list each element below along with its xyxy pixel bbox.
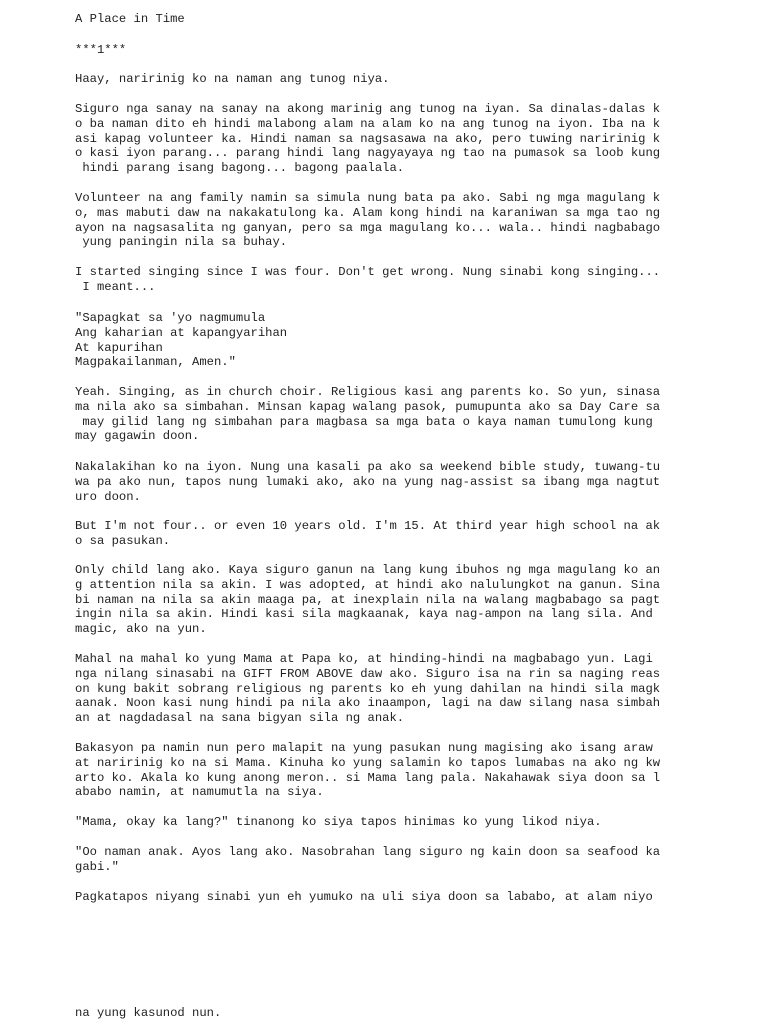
- text-line: Nakalakihan ko na iyon. Nung una kasali pa ako sa weekend bible study, tuwang-tu: [75, 460, 661, 474]
- text-line: ayon na nagsasalita ng ganyan, pero sa mga magulang ko... wala.. hindi nagbabago: [75, 220, 661, 235]
- text-line: g attention nila sa akin. I was adopted, at hindi ako nalulungkot na ganun. Sina: [75, 577, 661, 592]
- paragraph: [75, 191, 660, 250]
- text-line: ingin nila sa akin. Hindi kasi sila magkaanak, kaya nag-ampon na lang sila. And: [75, 607, 653, 622]
- text-line: Yeah. Singing, as in church choir. Religious kasi ang parents ko. So yun, sinasa: [75, 385, 661, 399]
- text-line: gabi.": [75, 859, 119, 874]
- paragraph: [75, 102, 660, 176]
- paragraph: [75, 311, 287, 370]
- text-line: Pagkatapos niyang sinabi yun eh yumuko na uli siya doon sa lababo, at alam niyo: [75, 890, 653, 904]
- text-line: Mahal na mahal ko yung Mama at Papa ko, at hinding-hindi na magbabago yun. Lagi: [75, 652, 653, 666]
- text-line: Siguro nga sanay na sanay na akong marinig ang tunog na iyan. Sa dinalas-dalas k: [75, 102, 661, 116]
- text-line: At kapurihan: [75, 340, 163, 355]
- text-line: Only child lang ako. Kaya siguro ganun na lang kung ibuhos ng mga magulang ko an: [75, 563, 661, 577]
- text-line: o kasi iyon parang... parang hindi lang nagyayaya ng tao na pumasok sa loob kung: [75, 146, 661, 161]
- text-line: o, mas mabuti daw na nakakatulong ka. Alam kong hindi na karaniwan sa mga tao ng: [75, 205, 661, 220]
- text-line: ma nila ako sa simbahan. Minsan kapag walang pasok, pumupunta ako sa Day Care sa: [75, 399, 661, 414]
- paragraph: [75, 460, 660, 504]
- text-line: nga nilang sinasabi na GIFT FROM ABOVE daw ako. Siguro isa na rin sa naging reas: [75, 666, 661, 681]
- paragraph: [75, 72, 390, 87]
- text-line: wa pa ako nun, tapos nung lumaki ako, ako na yung nag-assist sa ibang mga nagtut: [75, 474, 661, 489]
- text-line: Magpakailanman, Amen.": [75, 355, 236, 370]
- paragraph: [75, 519, 660, 549]
- text-line: o ba naman dito eh hindi malabong alam na alam ko na ang tunog na iyon. Iba na k: [75, 116, 661, 131]
- text-line: I started singing since I was four. Don't get wrong. Nung sinabi kong singing...: [75, 265, 661, 279]
- text-line: o sa pasukan.: [75, 533, 171, 548]
- text-line: Volunteer na ang family namin sa simula nung bata pa ako. Sabi ng mga magulang k: [75, 191, 661, 205]
- chapter-heading: ***1***: [75, 43, 127, 57]
- text-line: on kung bakit sobrang religious ng parents ko eh yung dahilan na hindi sila magk: [75, 681, 661, 696]
- text-line: aanak. Noon kasi nung hindi pa nila ako inaampon, lagi na daw silang nasa simbah: [75, 696, 661, 711]
- text-line: may gilid lang ng simbahan para magbasa sa mga bata o kaya naman tumulong kung: [75, 414, 653, 429]
- paragraph: [75, 845, 660, 875]
- text-line: may gagawin doon.: [75, 429, 200, 444]
- text-line: yung paningin nila sa buhay.: [75, 235, 288, 250]
- continuation-line: na yung kasunod nun.: [75, 1006, 222, 1020]
- paragraph: [75, 815, 602, 830]
- text-line: magic, ako na yun.: [75, 622, 207, 637]
- text-line: bi naman na nila sa akin maaga pa, at inexplain nila na walang magbabago sa pagt: [75, 592, 661, 607]
- text-line: "Sapagkat sa 'yo nagmumula: [75, 311, 266, 325]
- paragraph: [75, 563, 660, 637]
- text-line: an at nagdadasal na sana bigyan sila ng anak.: [75, 711, 405, 726]
- paragraph: [75, 265, 660, 295]
- text-line: at naririnig ko na si Mama. Kinuha ko yung salamin ko tapos lumabas na ako ng kw: [75, 755, 661, 770]
- text-line: "Mama, okay ka lang?" tinanong ko siya tapos hinimas ko yung likod niya.: [75, 815, 602, 829]
- document-title: A Place in Time: [75, 12, 185, 26]
- text-line: uro doon.: [75, 489, 141, 504]
- text-line: asi kapag volunteer ka. Hindi naman sa nagsasawa na ako, pero tuwing naririnig k: [75, 131, 661, 146]
- paragraph: [75, 652, 660, 726]
- paragraph: [75, 890, 653, 905]
- paragraph: [75, 741, 660, 800]
- text-line: Bakasyon pa namin nun pero malapit na yung pasukan nung magising ako isang araw: [75, 741, 653, 755]
- text-line: ababo namin, at namumutla na siya.: [75, 785, 324, 800]
- text-line: I meant...: [75, 279, 156, 294]
- text-line: hindi parang isang bagong... bagong paalala.: [75, 161, 405, 176]
- text-line: Haay, naririnig ko na naman ang tunog niya.: [75, 72, 390, 86]
- text-line: Ang kaharian at kapangyarihan: [75, 325, 288, 340]
- text-line: arto ko. Akala ko kung anong meron.. si Mama lang pala. Nakahawak siya doon sa l: [75, 770, 661, 785]
- text-line: "Oo naman anak. Ayos lang ako. Nasobrahan lang siguro ng kain doon sa seafood ka: [75, 845, 661, 859]
- paragraph: [75, 385, 660, 444]
- text-line: But I'm not four.. or even 10 years old. I'm 15. At third year high school na ak: [75, 519, 661, 533]
